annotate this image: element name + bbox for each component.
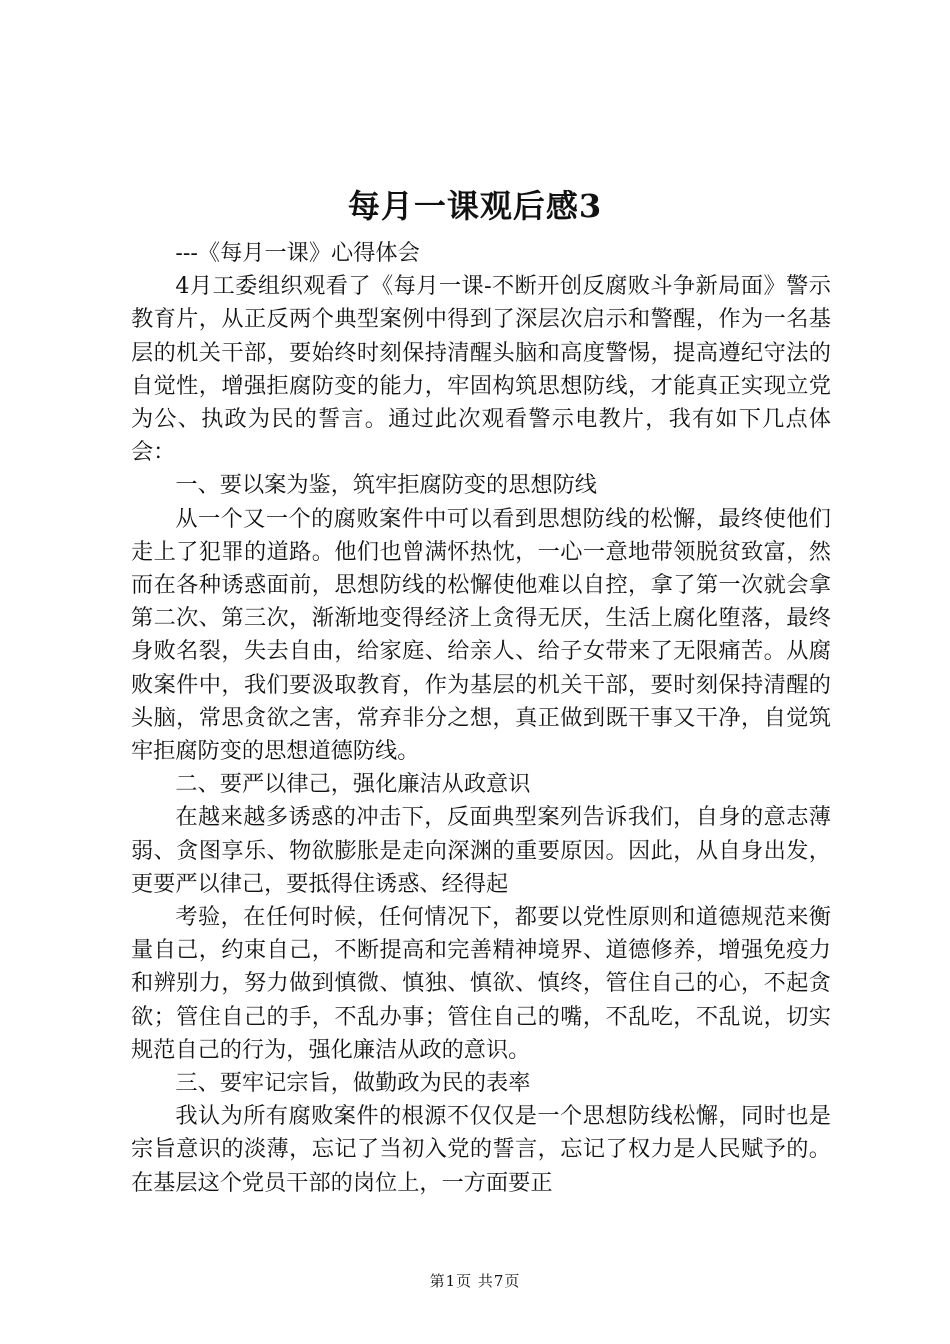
document-subtitle: ---《每月一课》心得体会 <box>175 240 420 266</box>
paragraph-section-1: 从一个又一个的腐败案件中可以看到思想防线的松懈，最终使他们走上了犯罪的道路。他们也曾满怀热忱，一心一意地带领脱贫致富，然而在各种诱惑面前，思想防线的松懈使他难以自控，拿了第一次就会拿第二次、第三次，渐渐地变得经济上贪得无厌，生活上腐化堕落，最终身败名裂，失去自由，给家庭、给亲人、给子女带来了无限痛苦。从腐败案件中，我们要汲取教育，作为基层的机关干部，要时刻保持清醒的头脑，常思贪欲之害，常弃非分之想，真正做到既干事又干净，自觉筑牢拒腐防变的思想道德防线。 <box>131 505 831 765</box>
paragraph-intro: 4月工委组织观看了《每月一课-不断开创反腐败斗争新局面》警示教育片，从正反两个典型案例中得到了深层次启示和警醒，作为一名基层的机关干部，要始终时刻保持清醒头脑和高度警惕，提高遵纪守法的自觉性，增强拒腐防变的能力，牢固构筑思想防线，才能真正实现立党为公、执政为民的誓言。通过此次观看警示电教片，我有如下几点体会： <box>131 273 831 466</box>
section-heading-3: 三、要牢记宗旨，做勤政为民的表率 <box>175 1070 531 1097</box>
paragraph-section-2a: 在越来越多诱惑的冲击下，反面典型案列告诉我们，自身的意志薄弱、贪图享乐、物欲膨胀是走向深渊的重要原因。因此，从自身出发，更要严以律己，要抵得住诱惑、经得起 <box>131 804 831 897</box>
page-footer: 第1页 共7页 <box>429 1272 521 1290</box>
paragraph-section-2b: 考验，在任何时候，任何情况下，都要以党性原则和道德规范来衡量自己，约束自己，不断提高和完善精神境界、道德修养，增强免疫力和辨别力，努力做到慎微、慎独、慎欲、慎终，管住自己的心，不起贪欲；管住自己的手，不乱办事；管住自己的嘴，不乱吃，不乱说，切实规范自己的行为，强化廉洁从政的意识。 <box>131 904 831 1063</box>
document-title: 每月一课观后感3 <box>347 187 603 225</box>
document-body <box>131 237 831 1200</box>
section-heading-1: 一、要以案为鉴，筑牢拒腐防变的思想防线 <box>175 472 597 499</box>
paragraph-section-3: 我认为所有腐败案件的根源不仅仅是一个思想防线松懈，同时也是宗旨意识的淡薄，忘记了当初入党的誓言，忘记了权力是人民赋予的。在基层这个党员干部的岗位上，一方面要正 <box>131 1103 831 1196</box>
section-heading-2: 二、要严以律己，强化廉洁从政意识 <box>175 771 531 798</box>
